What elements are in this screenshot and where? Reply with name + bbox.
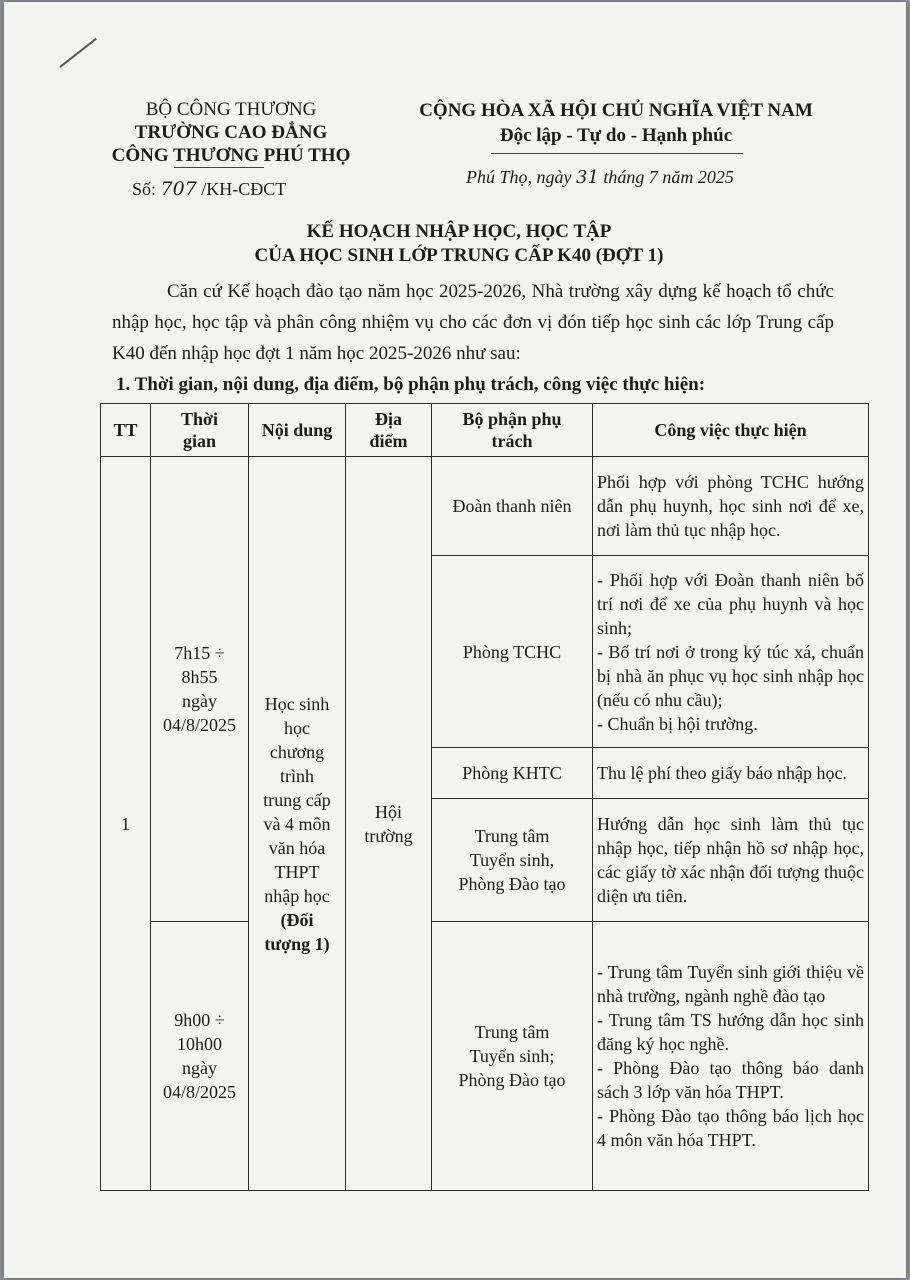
issuer-block [96, 98, 366, 167]
cell-work: Phối hợp với phòng TCHC hướng dẫn phụ huynh, học sinh nơi để xe, nơi làm thủ tục nhập học. [593, 457, 869, 556]
date-suffix: tháng 7 năm 2025 [598, 167, 734, 187]
cell-content [249, 457, 346, 1191]
document-title [124, 220, 794, 268]
school-name-line-1: TRƯỜNG CAO ĐẲNG [134, 122, 328, 143]
header-time: Thời gian [151, 404, 249, 457]
title-line-2: CỦA HỌC SINH LỚP TRUNG CẤP K40 (ĐỢT 1) [254, 245, 664, 266]
header-work: Công việc thực hiện [593, 404, 869, 457]
cell-work: - Phối hợp với Đoàn thanh niên bố trí nơi để xe của phụ huynh và học sinh; - Bố trí nơi ở trong ký túc xá, chuẩn bị nhà ăn phục vụ học sinh nhập học (nếu có nhu cầu); - Chuẩn bị hội trường. [593, 556, 869, 748]
ref-suffix: /KH-CĐCT [196, 179, 287, 199]
schedule-table [100, 403, 869, 1191]
table-row [101, 922, 869, 1191]
cell-tt: 1 [101, 457, 151, 1191]
table-row [101, 457, 869, 556]
cell-work: Thu lệ phí theo giấy báo nhập học. [593, 748, 869, 799]
header-content: Nội dung [249, 404, 346, 457]
document-number [132, 178, 286, 200]
motto: Độc lập - Tự do - Hạnh phúc [499, 125, 733, 146]
motto-underline [491, 153, 743, 154]
header-dept: Bộ phận phụ trách [432, 404, 593, 457]
ref-prefix: Số: [132, 179, 161, 199]
ref-number-handwritten: 707 [160, 178, 197, 200]
cell-work: Hướng dẫn học sinh làm thủ tục nhập học, tiếp nhận hồ sơ nhập học, các giấy tờ xác nhận đối tượng thuộc diện ưu tiên. [593, 799, 869, 922]
title-line-1: KẾ HOẠCH NHẬP HỌC, HỌC TẬP [306, 221, 612, 242]
header-place: Địa điểm [346, 404, 432, 457]
content-target: (Đối tượng 1) [264, 909, 330, 954]
cell-dept: Phòng TCHC [432, 556, 593, 748]
cell-dept: Trung tâm Tuyển sinh, Phòng Đào tạo [432, 799, 593, 922]
issuer-underline [174, 167, 264, 168]
document-date [466, 167, 734, 188]
section-heading: 1. Thời gian, nội dung, địa điểm, bộ phận phụ trách, công việc thực hiện: [116, 374, 706, 395]
school-name-line-2: CÔNG THƯƠNG PHÚ THỌ [111, 145, 351, 166]
cell-dept: Phòng KHTC [432, 748, 593, 799]
cell-place: Hội trường [346, 457, 432, 1191]
content-text: Học sinh học chương trình trung cấp và 4 môn văn hóa THPT nhập học [263, 693, 331, 906]
document-page [4, 2, 906, 1278]
intro-text: Căn cứ Kế hoạch đào tạo năm học 2025-2026, Nhà trường xây dựng kế hoạch tổ chức nhập học, học tập và phân công nhiệm vụ cho các đơn vị đón tiếp học sinh các lớp Trung cấp K40 đến nhập học đợt 1 năm học 2025-2026 như sau: [112, 281, 834, 364]
country-name: CỘNG HÒA XÃ HỘI CHỦ NGHĨA VIỆT NAM [419, 100, 813, 121]
table-header-row [101, 404, 869, 457]
date-prefix: Phú Thọ, ngày [466, 167, 576, 187]
header-tt: TT [101, 404, 151, 457]
cell-dept: Đoàn thanh niên [432, 457, 593, 556]
date-day-handwritten: 31 [576, 167, 599, 188]
intro-paragraph [112, 276, 834, 369]
national-header [392, 98, 840, 148]
cell-dept: Trung tâm Tuyển sinh; Phòng Đào tạo [432, 922, 593, 1191]
cell-time-2: 9h00 ÷ 10h00 ngày 04/8/2025 [151, 922, 249, 1191]
cell-work: - Trung tâm Tuyển sinh giới thiệu về nhà trường, ngành nghề đào tạo - Trung tâm TS hướng dẫn học sinh đăng ký học nghề. - Phòng Đào tạo thông báo danh sách 3 lớp văn hóa THPT. - Phòng Đào tạo thông báo lịch học 4 môn văn hóa THPT. [593, 922, 869, 1191]
cell-time-1: 7h15 ÷ 8h55 ngày 04/8/2025 [151, 457, 249, 922]
pen-mark [59, 38, 96, 68]
ministry-name: BỘ CÔNG THƯƠNG [145, 99, 317, 120]
